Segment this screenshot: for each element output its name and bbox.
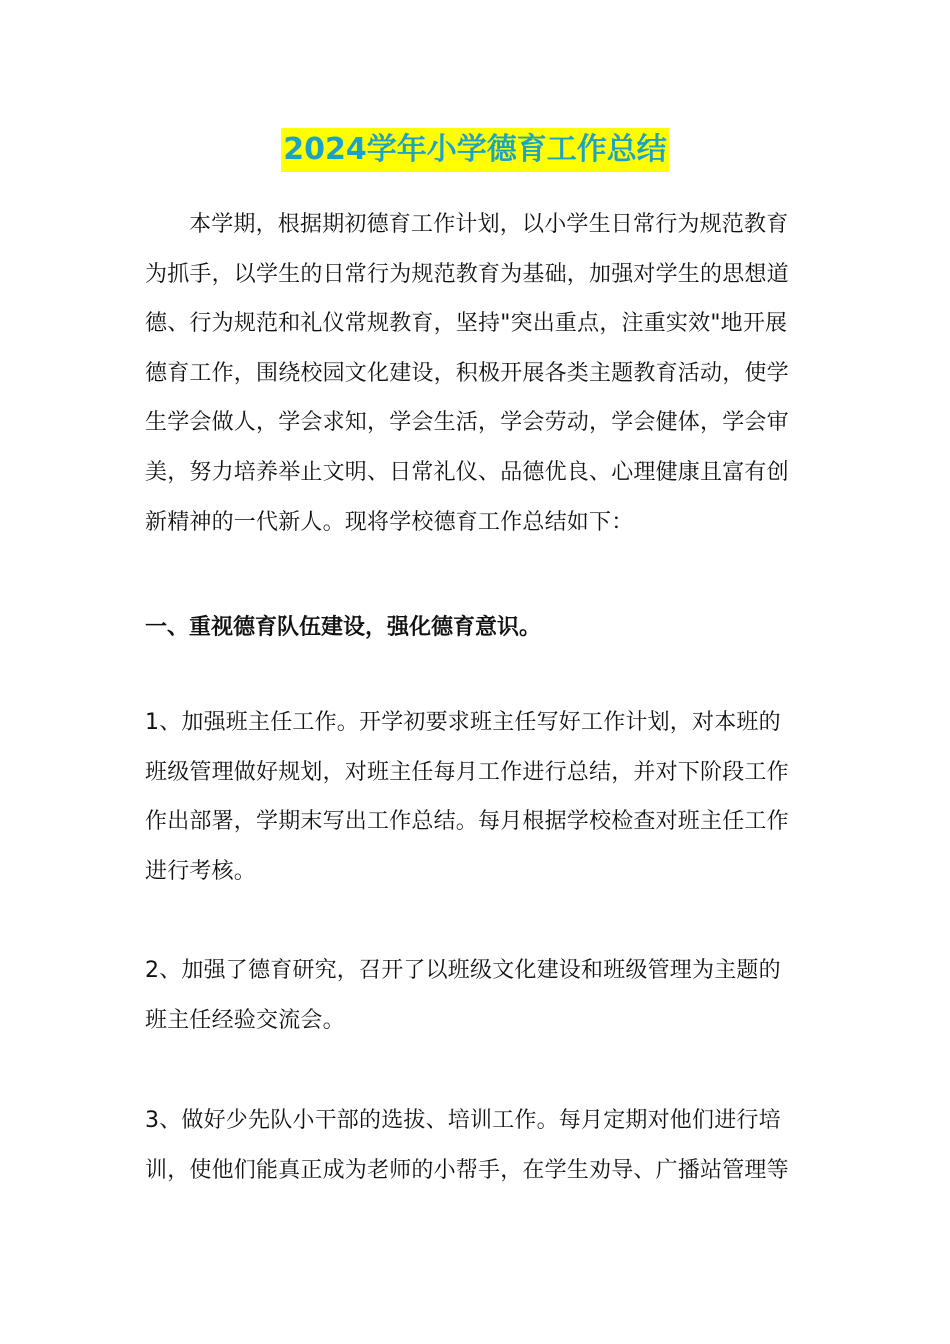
document-title: 2024学年小学德育工作总结	[281, 128, 669, 172]
item-1-line: 班级管理做好规划，对班主任每月工作进行总结，并对下阶段工作	[145, 759, 789, 785]
item-1-line: 1、加强班主任工作。开学初要求班主任写好工作计划，对本班的	[145, 710, 781, 735]
item-2-paragraph	[145, 946, 810, 1045]
item-1-line: 进行考核。	[145, 858, 257, 884]
intro-line: 德、行为规范和礼仪常规教育，坚持"突出重点，注重实效"地开展	[145, 311, 788, 337]
item-1-paragraph	[145, 698, 810, 896]
intro-line: 德育工作，围绕校园文化建设，积极开展各类主题教育活动，使学	[145, 360, 789, 386]
item-2-line: 2、加强了德育研究，召开了以班级文化建设和班级管理为主题的	[145, 958, 781, 983]
item-3-line: 3、做好少先队小干部的选拔、培训工作。每月定期对他们进行培	[145, 1108, 781, 1133]
intro-line: 生学会做人，学会求知，学会生活，学会劳动，学会健体，学会审	[145, 410, 789, 436]
intro-line: 为抓手，以学生的日常行为规范教育为基础，加强对学生的思想道	[145, 261, 789, 287]
intro-line: 本学期，根据期初德育工作计划，以小学生日常行为规范教育	[189, 212, 789, 237]
item-1-line: 作出部署，学期末写出工作总结。每月根据学校检查对班主任工作	[145, 809, 789, 835]
item-2-line: 班主任经验交流会。	[145, 1007, 345, 1033]
intro-line: 美，努力培养举止文明、日常礼仪、品德优良、心理健康且富有创	[145, 459, 789, 485]
intro-paragraph	[145, 200, 810, 547]
title-container	[0, 128, 950, 172]
intro-line: 新精神的一代新人。现将学校德育工作总结如下：	[145, 509, 634, 535]
item-3-line: 训，使他们能真正成为老师的小帮手，在学生劝导、广播站管理等	[145, 1157, 789, 1183]
item-3-paragraph	[145, 1096, 810, 1195]
section-heading: 一、重视德育队伍建设，强化德育意识。	[145, 615, 542, 640]
